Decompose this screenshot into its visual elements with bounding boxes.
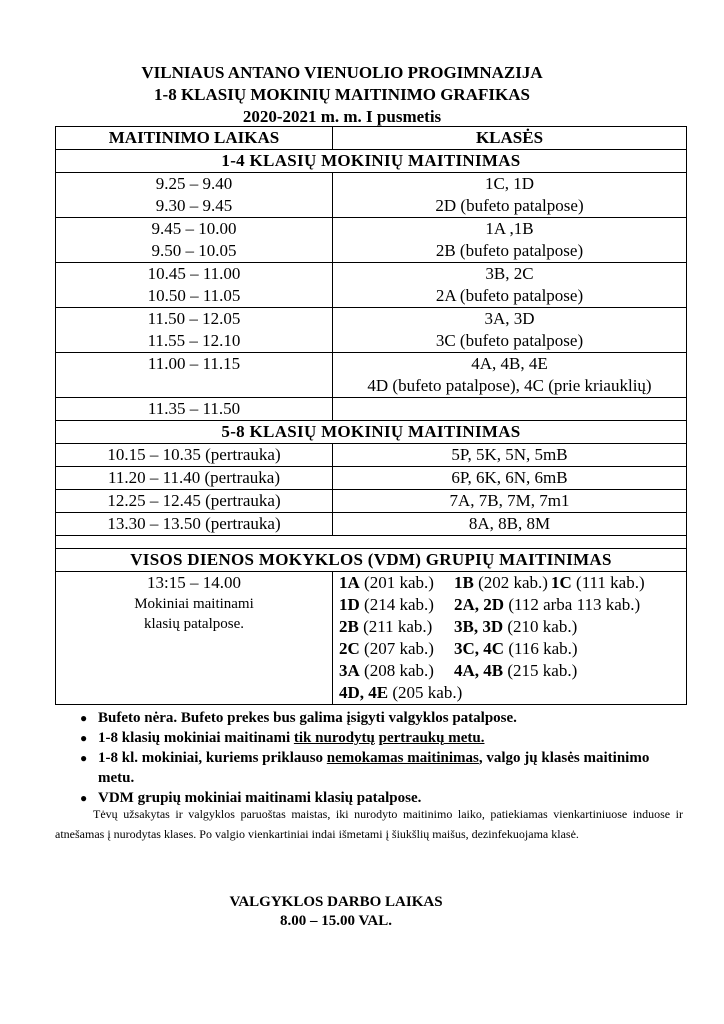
classes-cell-empty <box>333 398 687 421</box>
time-cell: 12.25 – 12.45 (pertrauka) <box>56 490 333 513</box>
vdm-room: (208 kab.) <box>359 661 434 680</box>
classes-cell <box>333 263 687 308</box>
notice-text: 1-8 klasių mokiniai maitinami <box>98 730 294 746</box>
notice-item: ● Bufeto nėra. Bufeto prekes bus galima įsigyti valgyklos patalpose. <box>80 708 680 728</box>
notice-underlined: tik nurodytų <box>293 730 375 746</box>
time-cell <box>56 353 333 398</box>
vdm-time-cell <box>56 572 333 705</box>
section-title-5-8: 5-8 KLASIŲ MOKINIŲ MAITINIMAS <box>56 421 687 444</box>
vdm-rooms-cell <box>333 572 687 705</box>
vdm-row <box>56 572 687 705</box>
vdm-room-entry <box>339 682 462 704</box>
vdm-room-entry <box>339 616 454 638</box>
classes-cell: 5P, 5K, 5N, 5mB <box>333 444 687 467</box>
vdm-room-entry <box>454 572 551 594</box>
table-row <box>56 444 687 467</box>
table-row <box>56 513 687 536</box>
vdm-room: (111 kab.) <box>571 573 645 592</box>
time-cell <box>56 173 333 218</box>
canteen-hours-title: VALGYKLOS DARBO LAIKAS <box>229 894 443 910</box>
vdm-room-line <box>339 638 686 660</box>
class-list: 2B (bufeto patalpose) <box>435 241 584 260</box>
time-cell: 11.20 – 11.40 (pertrauka) <box>56 467 333 490</box>
classes-cell <box>333 308 687 353</box>
time-cell: 11.35 – 11.50 <box>56 398 333 421</box>
time-cell: 13.30 – 13.50 (pertrauka) <box>56 513 333 536</box>
time-slot: 9.25 – 9.40 <box>155 174 233 193</box>
vdm-room-line <box>339 594 686 616</box>
class-list: 3C (bufeto patalpose) <box>435 331 584 350</box>
class-list: 4D (bufeto patalpose), 4C (prie kriauklių) <box>367 376 652 395</box>
notice-text: 1-8 kl. mokiniai, kuriems priklauso <box>98 750 327 766</box>
time-slot: 9.50 – 10.05 <box>151 241 237 260</box>
notice-list <box>80 708 680 808</box>
vdm-group: 1A <box>339 573 360 592</box>
class-list: 1A ,1B <box>485 219 534 238</box>
classes-cell <box>333 353 687 398</box>
time-slot: 11.00 – 11.15 <box>147 354 241 373</box>
time-slot: 9.45 – 10.00 <box>151 219 237 238</box>
time-slot: 11.55 – 12.10 <box>147 331 241 350</box>
vdm-group: 4A, 4B <box>454 661 504 680</box>
vdm-room-entry <box>339 572 454 594</box>
classes-cell <box>333 218 687 263</box>
class-list: 1C, 1D <box>484 174 535 193</box>
table-row <box>56 263 687 308</box>
schedule-title: 1-8 KLASIŲ MOKINIŲ MAITINIMO GRAFIKAS <box>154 85 530 104</box>
vdm-room-entry <box>551 572 645 594</box>
school-period: 2020-2021 m. m. I pusmetis <box>242 107 442 126</box>
column-header-time: MAITINIMO LAIKAS <box>56 127 333 150</box>
class-list: 3A, 3D <box>484 309 535 328</box>
notice-item <box>80 748 680 788</box>
time-slot: 9.30 – 9.45 <box>155 196 233 215</box>
vdm-room-entry <box>454 594 640 616</box>
table-row <box>56 308 687 353</box>
vdm-room-entry <box>339 660 454 682</box>
vdm-group: 1D <box>339 595 360 614</box>
vdm-room-line <box>339 682 686 704</box>
vdm-note: Mokiniai maitinami <box>134 596 254 612</box>
vdm-room: (210 kab.) <box>503 617 578 636</box>
section-title-vdm: VISOS DIENOS MOKYKLOS (VDM) GRUPIŲ MAITINIMAS <box>56 549 687 572</box>
vdm-group: 3A <box>339 661 360 680</box>
vdm-group: 2C <box>339 639 360 658</box>
table-row <box>56 353 687 398</box>
section-row-vdm <box>56 549 687 572</box>
notice-item <box>80 728 680 748</box>
vdm-room-entry <box>339 594 454 616</box>
vdm-group: 3C, 4C <box>454 639 505 658</box>
table-row <box>56 467 687 490</box>
time-slot: 10.45 – 11.00 <box>147 264 241 283</box>
classes-cell: 7A, 7B, 7M, 7m1 <box>333 490 687 513</box>
meal-schedule-table <box>55 126 687 705</box>
time-slot: 10.50 – 11.05 <box>147 286 241 305</box>
time-cell <box>56 263 333 308</box>
section-row-5-8 <box>56 421 687 444</box>
info-paragraph: Tėvų užsakytas ir valgyklos paruoštas maistas, iki nurodyto maitinimo laiko, patiekiamas vienkartiniuose induose ir atnešamas į nurodytas klases. Po valgio vienkartiniai indai išmetami į šiukšlių maišus, dezinfekuojama klasė. <box>55 807 683 841</box>
vdm-room: (202 kab.) <box>473 573 548 592</box>
vdm-group: 1B <box>454 573 474 592</box>
class-list: 2A (bufeto patalpose) <box>435 286 584 305</box>
classes-cell: 8A, 8B, 8M <box>333 513 687 536</box>
vdm-room-entry <box>454 660 577 682</box>
vdm-group: 3B, 3D <box>454 617 504 636</box>
table-row <box>56 490 687 513</box>
vdm-room: (215 kab.) <box>503 661 578 680</box>
school-name: VILNIAUS ANTANO VIENUOLIO PROGIMNAZIJA <box>141 63 543 82</box>
vdm-room: (201 kab.) <box>359 573 434 592</box>
section-title-1-4: 1-4 KLASIŲ MOKINIŲ MAITINIMAS <box>56 150 687 173</box>
notice-item: ● VDM grupių mokiniai maitinami klasių patalpose. <box>80 788 680 808</box>
vdm-room: (214 kab.) <box>359 595 434 614</box>
vdm-group: 2A, 2D <box>454 595 505 614</box>
vdm-room: (112 arba 113 kab.) <box>504 595 641 614</box>
section-row-1-4 <box>56 150 687 173</box>
vdm-group: 4D, 4E <box>339 683 389 702</box>
notice-text: , valgo jų klasės maitinimo metu. <box>98 750 650 786</box>
notice-underlined: nemokamas maitinimas <box>326 750 479 766</box>
class-list: 2D (bufeto patalpose) <box>435 196 584 215</box>
canteen-hours: 8.00 – 15.00 VAL. <box>280 913 392 929</box>
vdm-room: (211 kab.) <box>358 617 433 636</box>
notice-underlined: pertraukų metu. <box>378 730 485 746</box>
table-row <box>56 173 687 218</box>
vdm-room-line <box>339 660 686 682</box>
vdm-room: (205 kab.) <box>388 683 463 702</box>
class-list: 4A, 4B, 4E <box>471 354 548 373</box>
table-header-row <box>56 127 687 150</box>
vdm-note: klasių patalpose. <box>144 616 244 632</box>
vdm-room-line <box>339 572 686 594</box>
vdm-room-line <box>339 616 686 638</box>
vdm-room-entry <box>454 616 577 638</box>
classes-cell: 6P, 6K, 6N, 6mB <box>333 467 687 490</box>
vdm-group: 1C <box>551 573 572 592</box>
vdm-room-entry <box>454 638 578 660</box>
vdm-room: (116 kab.) <box>504 639 578 658</box>
table-row <box>56 218 687 263</box>
column-header-classes: KLASĖS <box>333 127 687 150</box>
blank-row <box>56 536 687 549</box>
time-cell <box>56 218 333 263</box>
vdm-time: 13:15 – 14.00 <box>147 573 241 592</box>
time-cell: 10.15 – 10.35 (pertrauka) <box>56 444 333 467</box>
classes-cell <box>333 173 687 218</box>
blank-cell <box>56 536 687 549</box>
time-slot: 11.50 – 12.05 <box>147 309 241 328</box>
vdm-room-entry <box>339 638 454 660</box>
class-list: 3B, 2C <box>485 264 534 283</box>
table-row <box>56 398 687 421</box>
vdm-group: 2B <box>339 617 359 636</box>
time-cell <box>56 308 333 353</box>
vdm-room: (207 kab.) <box>359 639 434 658</box>
